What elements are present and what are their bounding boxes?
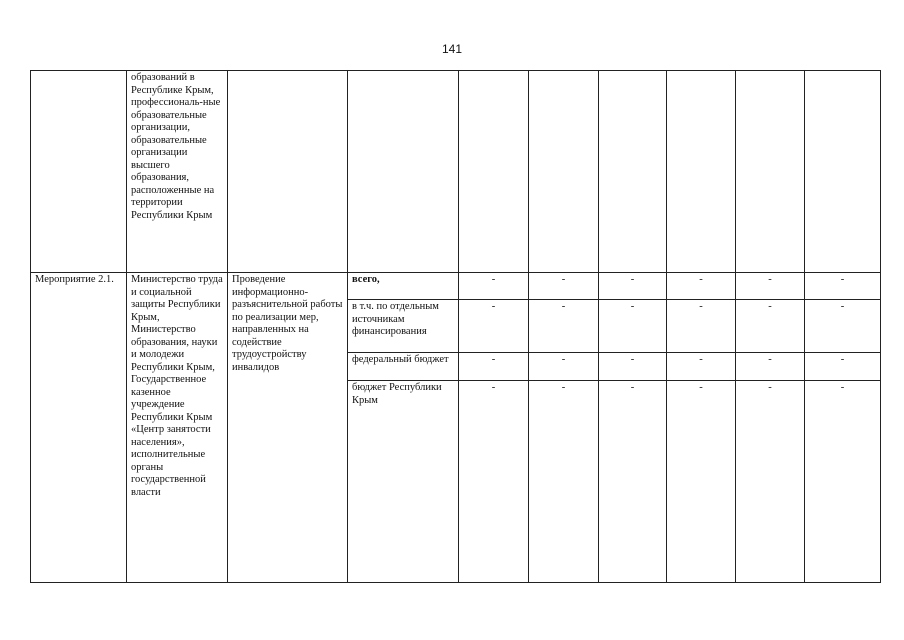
funding-value: - [736, 273, 805, 300]
funding-value: - [736, 353, 805, 381]
funding-value: - [459, 381, 529, 583]
funding-value: - [599, 381, 667, 583]
executors-cell: Министерство труда и социальной защиты Республики Крым, Министерство образования, науки и молодежи Республики Крым, Государственное казенное учреждение Республики Крым «Центр занятости населения», исполнительные органы государственной власти [127, 273, 228, 583]
funding-source-label: в т.ч. по отдельным источникам финансирования [348, 300, 459, 353]
empty-cell [348, 71, 459, 273]
funding-row-total [31, 273, 881, 300]
empty-cell [805, 71, 881, 273]
funding-value: - [667, 353, 736, 381]
measure-label-cell: Мероприятие 2.1. [31, 273, 127, 583]
funding-value: - [667, 381, 736, 583]
funding-value: - [667, 300, 736, 353]
funding-value: - [529, 381, 599, 583]
funding-value: - [529, 353, 599, 381]
funding-value: - [667, 273, 736, 300]
funding-value: - [805, 273, 881, 300]
empty-cell [529, 71, 599, 273]
empty-cell [736, 71, 805, 273]
empty-cell [459, 71, 529, 273]
funding-value: - [459, 353, 529, 381]
continuation-row [31, 71, 881, 273]
description-cell: Проведение информационно-разъяснительной работы по реализации мер, направленных на содействие трудоустройству инвалидов [228, 273, 348, 583]
empty-cell [31, 71, 127, 273]
funding-source-label: бюджет Республики Крым [348, 381, 459, 583]
funding-value: - [805, 353, 881, 381]
funding-value: - [529, 300, 599, 353]
funding-source-label: всего, [348, 273, 459, 300]
funding-value: - [459, 300, 529, 353]
funding-value: - [599, 300, 667, 353]
page-number: 141 [441, 42, 463, 56]
funding-value: - [599, 353, 667, 381]
funding-value: - [599, 273, 667, 300]
organizations-cell: образований в Республике Крым, профессиональ-ные образовательные организации, образовательные организации высшего образования, расположенные на территории Республики Крым [127, 71, 228, 273]
funding-value: - [459, 273, 529, 300]
program-table [30, 70, 881, 583]
funding-value: - [805, 300, 881, 353]
empty-cell [667, 71, 736, 273]
funding-value: - [736, 300, 805, 353]
funding-source-label: федеральный бюджет [348, 353, 459, 381]
funding-value: - [736, 381, 805, 583]
empty-cell [228, 71, 348, 273]
empty-cell [599, 71, 667, 273]
funding-value: - [529, 273, 599, 300]
funding-value: - [805, 381, 881, 583]
